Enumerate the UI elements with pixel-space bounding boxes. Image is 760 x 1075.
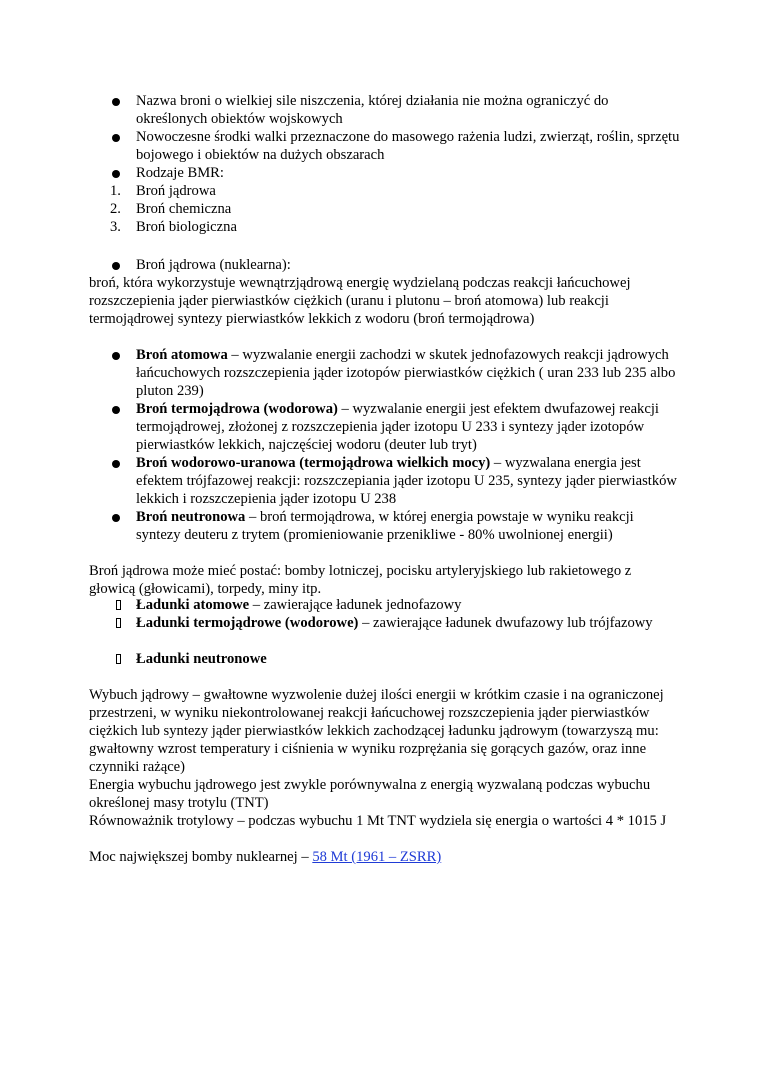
charge-term: Ładunki termojądrowe (wodorowe)	[136, 615, 359, 631]
nuclear-heading: Broń jądrowa (nuklearna):	[136, 257, 291, 273]
charge-desc: – zawierające ładunek dwufazowy lub trójfazowy	[358, 615, 653, 631]
list-number: 1.	[110, 183, 121, 199]
largest-bomb-paragraph	[89, 848, 679, 866]
explosion-text: Wybuch jądrowy – gwałtowne wyzwolenie dużej ilości energii w krótkim czasie i na ograniczonej przestrzeni, w wyniku niekontrolowanej reakcji łańcuchowej rozszczepienia jąder pierwiastków ciężkich lub syntezy jąder pierwiastków lekkich zachodzącej ładunku jądrowym (towarzyszą mu: gwałtowny wzrost temperatury i ciśnienia w wyniku rozprężania się gorących gazów, oraz inne czynniki rażące)	[89, 687, 664, 775]
largest-bomb-label: Moc największej bomby nuklearnej –	[89, 849, 313, 865]
bullet-icon	[112, 460, 120, 468]
charge-term: Ładunki atomowe	[136, 597, 250, 613]
kind-desc: – wyzwalanie energii jest efektem dwufazowej reakcji termojądrowej, złożonej z rozszczepienia jąder izotopu U 233 i syntezy jąder izotopów pierwiastków lekkich, najczęściej wodoru (deuter lub tryt)	[136, 401, 659, 453]
explosion-definition	[89, 686, 679, 776]
intro-item-2: Nowoczesne środki walki przeznaczone do masowego rażenia ludzi, zwierząt, roślin, sprzętu bojowego i obiektów na dużych obszarach	[136, 129, 680, 163]
bullet-icon	[112, 98, 120, 106]
largest-bomb-link[interactable]: 58 Mt (1961 – ZSRR)	[312, 849, 442, 865]
kind-item-atomic	[136, 346, 681, 400]
kind-term: Broń wodorowo-uranowa (termojądrowa wielkich mocy)	[136, 455, 491, 471]
bullet-icon	[112, 262, 120, 270]
type-item-2: Broń chemiczna	[136, 201, 232, 217]
bullet-icon	[112, 352, 120, 360]
charge-desc: – zawierające ładunek jednofazowy	[249, 597, 462, 613]
type-item-1: Broń jądrowa	[136, 183, 216, 199]
bullet-icon	[112, 170, 120, 178]
list-number: 2.	[110, 201, 121, 217]
bullet-icon	[112, 514, 120, 522]
kind-desc: – wyzwalana energia jest efektem trójfazowej reakcji: rozszczepiania jąder izotopu U 235, syntezy jąder pierwiastków lekkich i rozszczepienia jąder izotopu U 238	[136, 455, 677, 507]
tnt-equivalent-paragraph: Równoważnik trotylowy – podczas wybuchu 1 Mt TNT wydziela się energia o wartości 4 * 1015 J	[89, 813, 667, 829]
kind-desc: – wyzwalanie energii zachodzi w skutek jednofazowych reakcji jądrowych łańcuchowych rozszczepienia jąder izotopów pierwiastków ciężkich ( uran 233 lub 235 albo pluton 239)	[136, 347, 676, 399]
kind-desc: – broń termojądrowa, w której energia powstaje w wyniku reakcji syntezy deuteru z trytem (promieniowanie przenikliwe - 80% uwolnionej energii)	[136, 509, 634, 543]
square-bullet-icon	[116, 600, 121, 610]
charge-item-atomic	[136, 596, 681, 614]
charge-item-neutron	[136, 650, 681, 668]
energy-paragraph: Energia wybuchu jądrowego jest zwykle porównywalna z energią wyzwalaną podczas wybuchu określonej masy trotylu (TNT)	[89, 777, 651, 811]
square-bullet-icon	[116, 618, 121, 628]
square-bullet-icon	[116, 654, 121, 664]
bullet-icon	[112, 134, 120, 142]
kind-item-thermonuclear	[136, 400, 681, 454]
kind-item-neutron	[136, 508, 681, 544]
nuclear-definition: broń, która wykorzystuje wewnątrzjądrową energię wydzielaną podczas reakcji łańcuchowej rozszczepienia jąder pierwiastków ciężkich (uranu i plutonu – broń atomowa) lub reakcji termojądrowej syntezy pierwiastków lekkich z wodoru (broń termojądrowa)	[89, 275, 631, 327]
intro-item-1: Nazwa broni o wielkiej sile niszczenia, której działania nie można ograniczyć do określonych obiektów wojskowych	[136, 93, 609, 127]
kind-term: Broń atomowa	[136, 347, 228, 363]
charge-item-thermonuclear	[136, 614, 681, 632]
kind-item-hydrogen-uranium	[136, 454, 681, 508]
bullet-icon	[112, 406, 120, 414]
type-item-3: Broń biologiczna	[136, 219, 237, 235]
charge-term: Ładunki neutronowe	[136, 651, 267, 667]
kind-term: Broń neutronowa	[136, 509, 246, 525]
list-number: 3.	[110, 219, 121, 235]
kind-term: Broń termojądrowa (wodorowa)	[136, 401, 338, 417]
forms-paragraph: Broń jądrowa może mieć postać: bomby lotniczej, pocisku artyleryjskiego lub rakietowego z głowicą (głowicami), torpedy, miny itp.	[89, 563, 632, 597]
intro-item-3: Rodzaje BMR:	[136, 165, 224, 181]
